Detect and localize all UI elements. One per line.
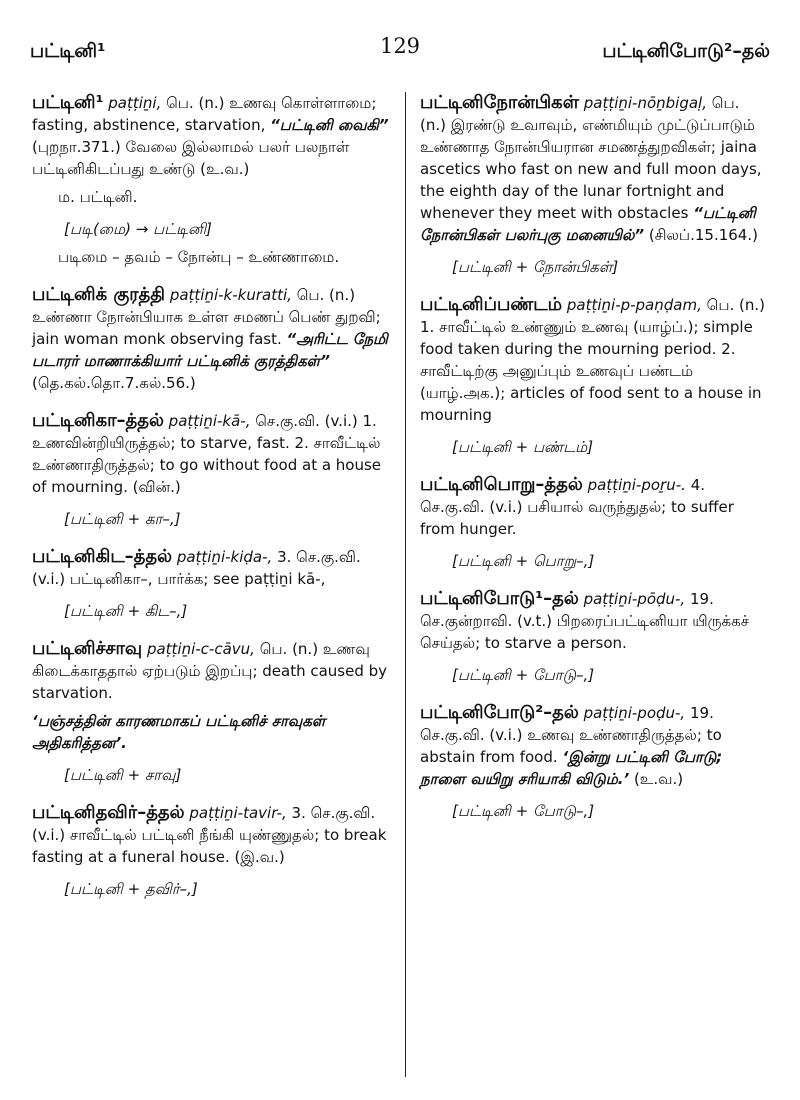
transliteration: paṭṭiṉi-kā-, (168, 412, 251, 430)
definition: 4. செ.கு.வி. (v.i.) பசியால் வருந்துதல்; to suffer from hunger. (420, 476, 734, 538)
definition: செ.கு.வி. (v.i.) 1. உணவின்றியிருத்தல்; to starve, fast. 2. சாவீட்டில் உண்ணாதிருத்தல்; to go without food at a house of mourning. (வின்.) (32, 412, 382, 496)
citation-quote: “அரிட்ட நேமி படாரர் மாணாக்கியார் பட்டினிக் குரத்திகள்” (32, 330, 388, 370)
headword: பட்டினிதவிர்–த்தல் (32, 802, 185, 823)
transliteration: paṭṭiṉi-k-kuratti, (169, 286, 292, 304)
definition: 3. செ.கு.வி. (v.i.) சாவீட்டில் பட்டினி நீங்கி யுண்ணுதல்; to break fasting at a funeral house. (இ.வ.) (32, 804, 387, 866)
headword: பட்டினிபோடு²–தல் (420, 702, 579, 723)
definition: 19. செ.கு.வி. (v.i.) உணவு உண்ணாதிருத்தல்; to abstain from food. (420, 704, 722, 766)
definition: 19. செ.குன்றாவி. (v.t.) பிறரைப்பட்டினியா யிருக்கச் செய்தல்; to starve a person. (420, 590, 750, 652)
etymology: [படி(மை) → பட்டினி] (64, 220, 212, 238)
headword: பட்டினிக் குரத்தி (32, 284, 166, 305)
etymology: [பட்டினி + தவிர்–,] (64, 880, 198, 898)
left-column (32, 92, 392, 916)
header-right-guide-word: பட்டினிபோடு²–தல் (602, 40, 770, 62)
definition: பெ. (n.) இரண்டு உவாவும், எண்மியும் முட்டுப்பாடும் உண்ணாத நோன்பியரான சமணத்துறவிகள்; jaina ascetics who fast on new and full moon days, the eighth day of the lunar fortnight and whenever they meet with obstacles (420, 94, 762, 222)
headword: பட்டினிகிட–த்தல் (32, 546, 173, 567)
definition: பெ. (n.) உணவு கிடைக்காததால் ஏற்படும் இறப்பு; death caused by starvation. (32, 640, 388, 702)
transliteration: paṭṭiṉi-tavir-, (189, 804, 287, 822)
etymology: [பட்டினி + நோன்பிகள்] (452, 258, 619, 276)
definition-cont: (புறநா.371.) வேலை இல்லாமல் பலர் பலநாள் பட்டினிகிடப்பது உண்டு (உ.வ.) (32, 138, 350, 178)
transliteration: paṭṭiṉi-c-cāvu, (146, 640, 255, 658)
definition-cont: (சிலப்.15.164.) (648, 226, 758, 244)
dictionary-entry (420, 92, 770, 278)
etymology: [பட்டினி + கா–,] (64, 510, 181, 528)
transliteration: paṭṭiṉi-p-paṇḍam, (566, 296, 702, 314)
cognate: ம. பட்டினி. (58, 188, 138, 206)
etymology: [பட்டினி + கிட–,] (64, 602, 188, 620)
headword: பட்டினிச்சாவு (32, 638, 143, 659)
dictionary-entry (32, 546, 392, 622)
definition-cont: (உ.வ.) (633, 770, 684, 788)
transliteration: paṭṭiṉi-nōṉbigaḷ, (583, 94, 707, 112)
headword: பட்டினிப்பண்டம் (420, 294, 563, 315)
definition: பெ. (n.) உண்ணா நோன்பியாக உள்ள சமணப் பெண் துறவி; jain woman monk observing fast. (32, 286, 381, 348)
headword: பட்டினிநோன்பிகள் (420, 92, 579, 113)
dictionary-entry (420, 294, 770, 458)
header-left-guide-word: பட்டினி¹ (30, 40, 106, 62)
etymology: [பட்டினி + போடு–,] (452, 666, 595, 684)
transliteration: paṭṭiṉi-kiḍa-, (176, 548, 273, 566)
dictionary-entry (32, 410, 392, 530)
citation-quote: “பட்டினி நோன்பிகள் பலர்புகு மனையில்” (420, 204, 756, 244)
column-divider (405, 92, 406, 1077)
etymology: [பட்டினி + பண்டம்] (452, 438, 594, 456)
etymology-note: படிமை – தவம் – நோன்பு – உண்ணாமை. (58, 248, 340, 266)
usage-example: ‘இன்று பட்டினி போடு; நாளை வயிறு சரியாகி விடும்.’ (420, 748, 723, 788)
dictionary-entry (420, 588, 770, 686)
citation-quote: “பட்டினி வைகி” (270, 116, 389, 134)
transliteration: paṭṭiṉi-poḍu-, (583, 704, 686, 722)
transliteration: paṭṭiṉi-poṟu-. (587, 476, 686, 494)
dictionary-entry (420, 474, 770, 572)
usage-example: ‘பஞ்சத்தின் காரணமாகப் பட்டினிச் சாவுகள் அதிகரித்தன’. (32, 712, 326, 752)
definition: 3. செ.கு.வி. (v.i.) பட்டினிகா–, பார்க்க; see paṭṭiṉi kā-, (32, 548, 361, 588)
page-header (30, 34, 770, 70)
definition: பெ. (n.) 1. சாவீட்டில் உண்ணும் உணவு (யாழ்ப்.); simple food taken during the mourning period. 2. சாவீட்டிற்கு அனுப்பும் உணவுப் பண்டம் (யாழ்.அக.); articles of food sent to a house in mourning (420, 296, 765, 424)
dictionary-entry (32, 284, 392, 394)
page-number: 129 (379, 34, 421, 58)
dictionary-entry (32, 92, 392, 268)
dictionary-entry (32, 638, 392, 786)
right-column (420, 92, 770, 838)
transliteration: paṭṭiṉi, (108, 94, 162, 112)
dictionary-entry (32, 802, 392, 900)
headword: பட்டினி¹ (32, 92, 104, 113)
headword: பட்டினிபோடு¹–தல் (420, 588, 579, 609)
transliteration: paṭṭiṉi-pōḍu-, (583, 590, 686, 608)
definition-cont: (தெ.கல்.தொ.7.கல்.56.) (32, 374, 196, 392)
etymology: [பட்டினி + சாவு] (64, 766, 182, 784)
definition: பெ. (n.) உணவு கொள்ளாமை; fasting, abstinence, starvation, (32, 94, 377, 134)
dictionary-entry (420, 702, 770, 822)
etymology: [பட்டினி + பொறு–,] (452, 552, 595, 570)
headword: பட்டினிபொறு–த்தல் (420, 474, 583, 495)
headword: பட்டினிகா–த்தல் (32, 410, 164, 431)
etymology: [பட்டினி + போடு–,] (452, 802, 595, 820)
